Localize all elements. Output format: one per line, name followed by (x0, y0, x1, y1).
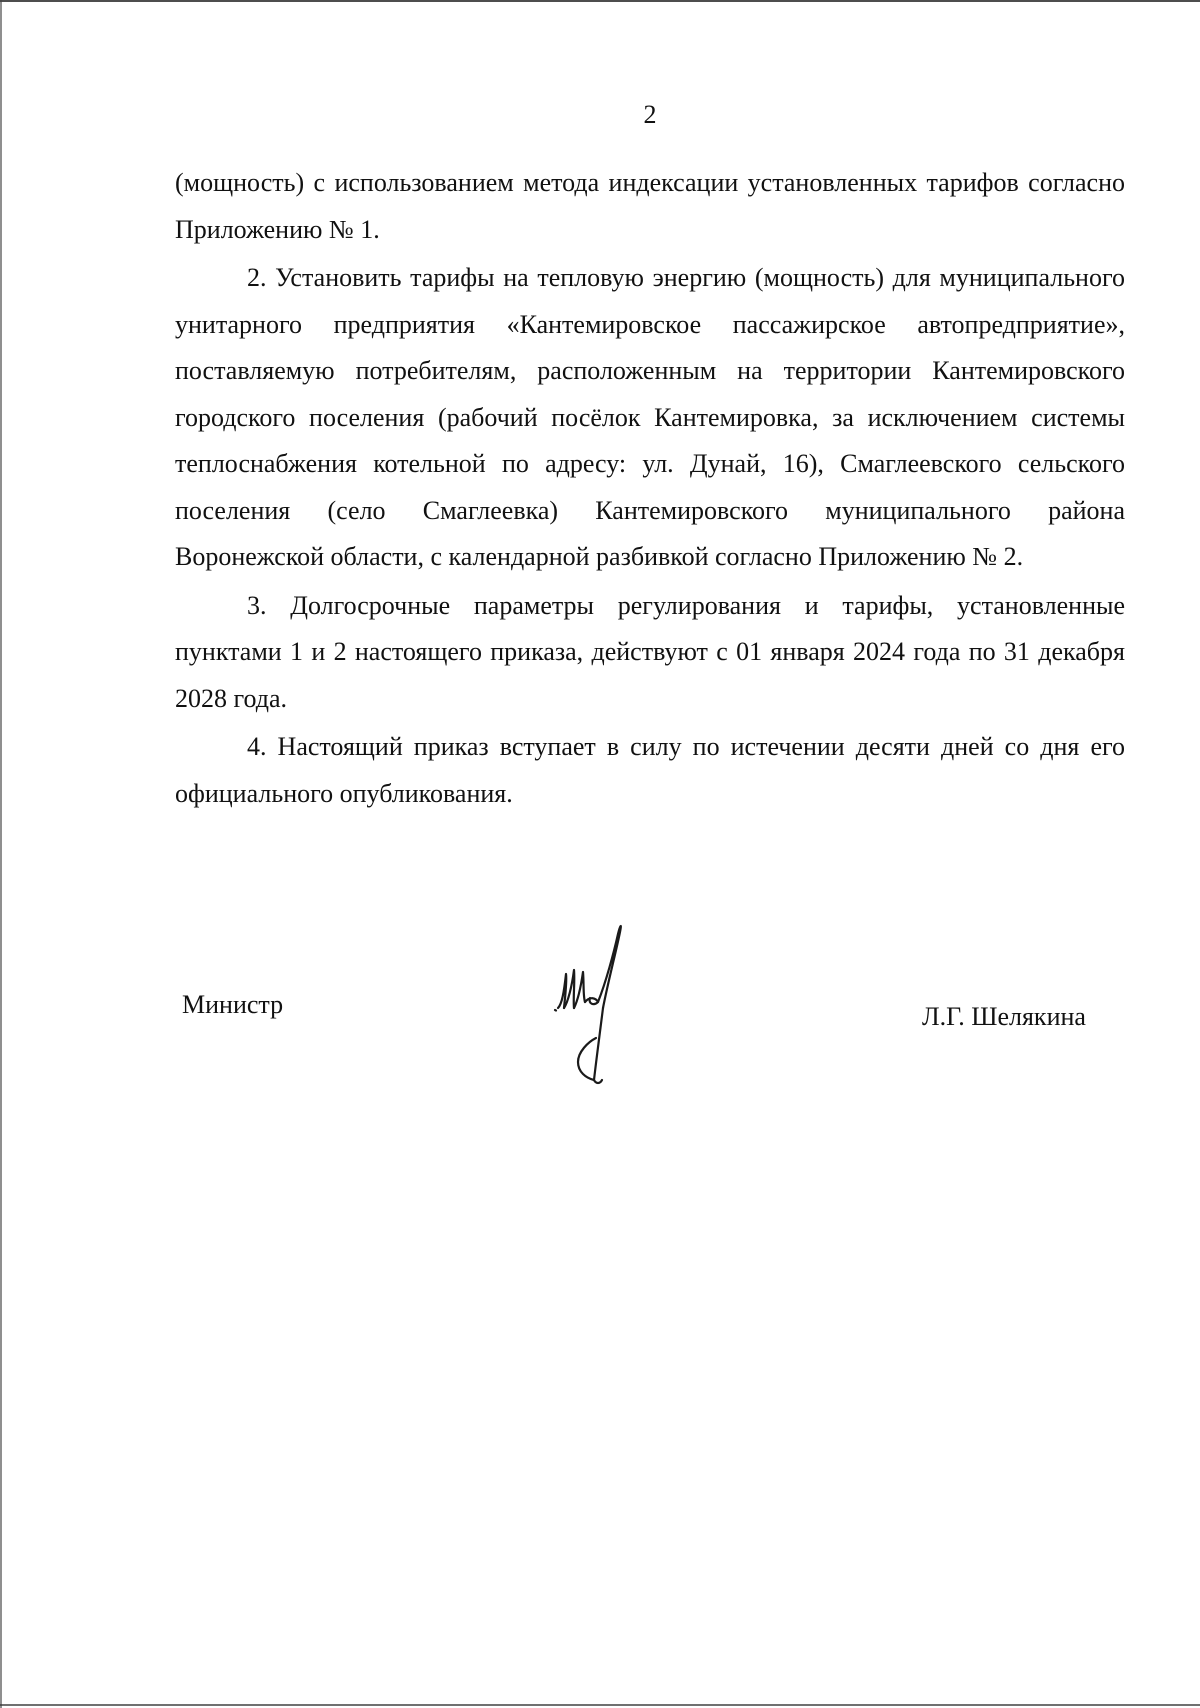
document-body (175, 160, 1125, 819)
signer-name: Л.Г. Шелякина (922, 1002, 1086, 1031)
page-number: 2 (643, 100, 657, 129)
signer-position: Министр (182, 990, 284, 1019)
scan-edge-bottom (0, 1704, 1200, 1706)
paragraph-continuation: (мощность) с использованием метода индексации установленных тарифов согласно Приложению № 1. (175, 168, 1125, 244)
paragraph-item-3: 3. Долгосрочные параметры регулирования и тарифы, установленные пунктами 1 и 2 настоящего приказа, действуют с 01 января 2024 года по 31 декабря 2028 года. (175, 590, 1125, 713)
paragraph-item-4: 4. Настоящий приказ вступает в силу по истечении десяти дней со дня его официального опубликования. (175, 732, 1125, 808)
handwritten-signature-icon (548, 912, 678, 1092)
paragraph-item-2: 2. Установить тарифы на тепловую энергию (мощность) для муниципального унитарного предприятия «Кантемировское пассажирское автопредприятие», поставляемую потребителям, расположенным на территории Кантемировского городского поселения (рабочий посёлок Кантемировка, за исключением системы теплоснабжения котельной по адресу: ул. Дунай, 16), Смаглеевского сельского поселения (село Смаглеевка) Кантемировского муниципального района Воронежской области, с календарной разбивкой согласно Приложению № 2. (175, 263, 1125, 571)
scan-edge-top (0, 0, 1200, 2)
scan-edge-left (0, 0, 2, 1708)
